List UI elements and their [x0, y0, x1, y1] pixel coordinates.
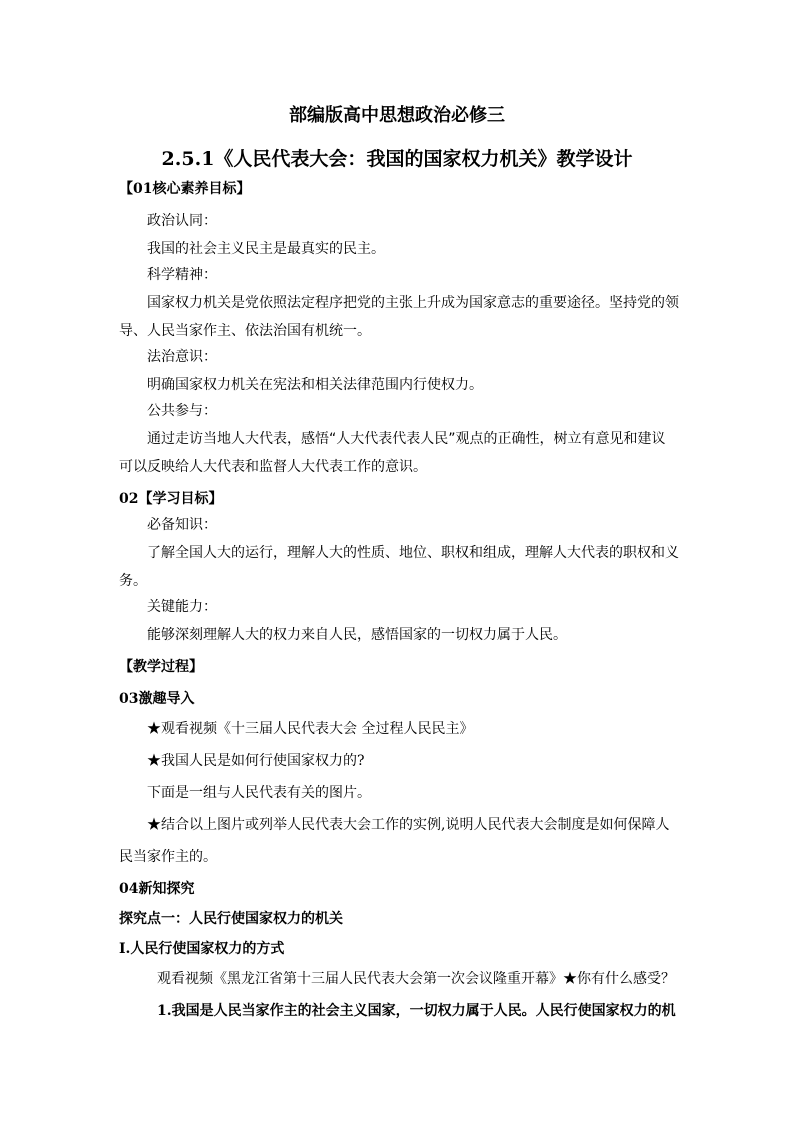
subsection-I-heading: Ⅰ.人民行使国家权力的方式	[119, 941, 285, 957]
sec01-line: 可以反映给人大代表和监督人大代表工作的意识。	[119, 459, 427, 475]
sec02-line: 了解全国人大的运行，理解人大的性质、地位、职权和组成，理解人大代表的职权和义	[147, 545, 679, 561]
document-subtitle: 2.5.1《人民代表大会：我国的国家权力机关》教学设计	[161, 148, 633, 170]
section-04-heading: 04新知探究	[119, 881, 195, 897]
section-02-heading: 02【学习目标】	[119, 491, 223, 507]
sec03-line: ★观看视频《十三届人民代表大会 全过程人民民主》	[147, 721, 474, 737]
sec02-line-key-abilities: 关键能力：	[147, 599, 217, 615]
sec01-line-public-participation: 公共参与：	[147, 403, 217, 419]
sec03-line: ★我国人民是如何行使国家权力的?	[147, 753, 365, 769]
sec01-line: 我国的社会主义民主是最真实的民主。	[147, 241, 385, 257]
sec04-line: 1.我国是人民当家作主的社会主义国家，一切权力属于人民。人民行使国家权力的机	[157, 1003, 676, 1019]
sec01-line: 导、人民当家作主、依法治国有机统一。	[119, 323, 371, 339]
sec02-line: 能够深刻理解人大的权力来自人民，感悟国家的一切权力属于人民。	[147, 627, 567, 643]
sec04-line: 观看视频《黑龙江省第十三届人民代表大会第一次会议隆重开幕》★你有什么感受？	[157, 971, 675, 987]
sec01-line-rule-of-law: 法治意识：	[147, 349, 217, 365]
sec03-line: 民当家作主的。	[119, 849, 217, 865]
sec01-line-scientific-spirit: 科学精神：	[147, 267, 217, 283]
section-03-heading: 03激趣导入	[119, 691, 195, 707]
teaching-process-heading: 【教学过程】	[119, 659, 203, 675]
section-01-heading: 【01核心素养目标】	[119, 181, 251, 197]
sec01-line: 通过走访当地人大代表，感悟“人大代表代表人民”观点的正确性，树立有意见和建议	[147, 431, 666, 447]
sec01-line-political-identity: 政治认同：	[147, 213, 217, 229]
sec01-line: 国家权力机关是党依照法定程序把党的主张上升成为国家意志的重要途径。坚持党的领	[147, 295, 679, 311]
sec03-line: 下面是一组与人民代表有关的图片。	[147, 785, 371, 801]
sec03-line: ★结合以上图片或列举人民代表大会工作的实例,说明人民代表大会制度是如何保障人	[147, 817, 670, 833]
sec01-line: 明确国家权力机关在宪法和相关法律范围内行使权力。	[147, 377, 483, 393]
document-title: 部编版高中思想政治必修三	[289, 105, 505, 126]
inquiry-point-one: 探究点一：人民行使国家权力的机关	[119, 911, 343, 927]
sec02-line: 务。	[119, 573, 147, 589]
sec02-line-essential-knowledge: 必备知识：	[147, 517, 217, 533]
